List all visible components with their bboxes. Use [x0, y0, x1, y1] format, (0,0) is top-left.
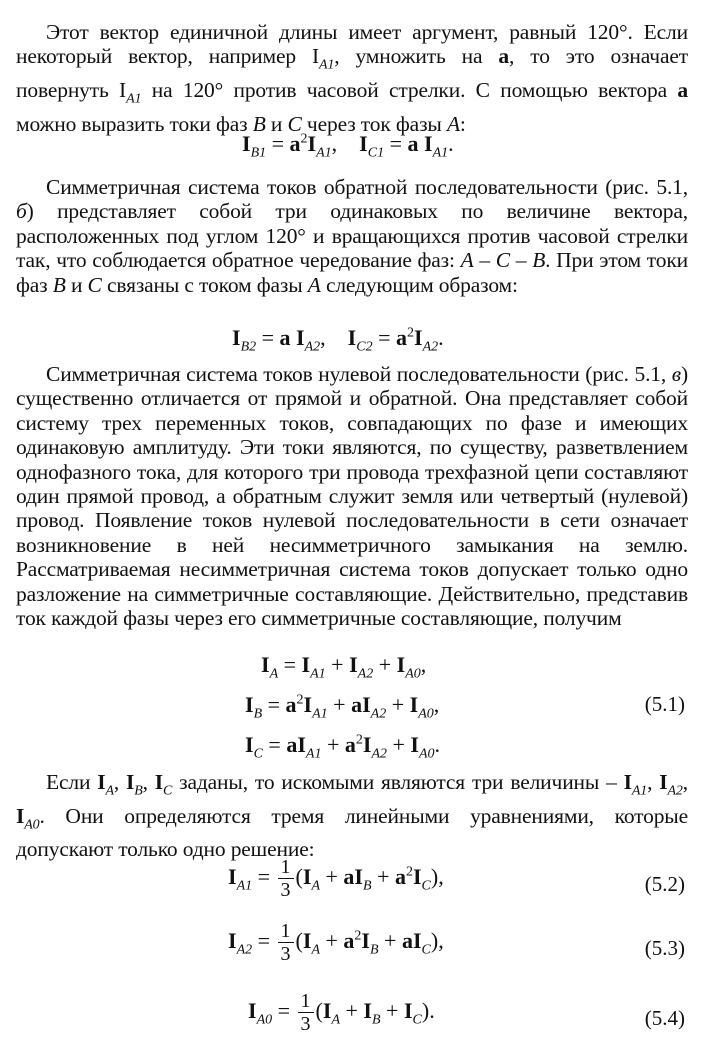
equation-5-4-rhs: $(I_A + I_B + I_C)$. — [315, 997, 435, 1027]
equation-5-1-line-b: $I_B = a^2I_{A1} + aI_{A2} + I_{A0}$, — [245, 692, 440, 722]
fraction-numerator: 1 — [278, 920, 294, 943]
equation-5-1-line-a: $I_A = I_{A1} + I_{A2} + I_{A0}$, — [261, 652, 427, 682]
equation-number-5-3: (5.3) — [644, 936, 685, 960]
equation-number-5-1: (5.1) — [644, 692, 685, 716]
equation-positive-sequence: $I_{B1} = a^2I_{A1}$, $I_{C1} = a$ $I_{A1}$. — [242, 131, 454, 161]
equation-number-5-4: (5.4) — [644, 1006, 685, 1030]
equation-number-5-2: (5.2) — [644, 872, 685, 896]
equation-5-3-rhs: $(I_A + a^2I_B + aI_C)$, — [295, 927, 444, 957]
equation-5-4 — [248, 990, 435, 1035]
equation-negative-sequence: $I_{B2} = a$ $I_{A2}$, $I_{C2} = a^2I_{A2}$. — [232, 325, 444, 355]
fraction-denominator: 3 — [280, 943, 291, 965]
equation-5-2 — [228, 856, 444, 901]
equation-5-2-rhs: $(I_A + aI_B + a^2I_C)$, — [295, 863, 444, 893]
fraction-denominator: 3 — [300, 1013, 311, 1035]
paragraph-solution-intro: Если $I_A$, $I_B$, $I_C$ заданы, то искомыми являются три величины – $I_{A1}$, $I_{A2}$, $I_{A0}$. Они определяются тремя линейными уравнениями, которые допускают только одно решение: — [16, 770, 689, 862]
fraction-numerator: 1 — [278, 856, 294, 879]
equation-5-1-line-c: $I_C = aI_{A1} + a^2I_{A2} + I_{A0}$. — [245, 732, 441, 762]
fraction-denominator: 3 — [280, 879, 291, 901]
fraction-one-third — [278, 920, 294, 965]
fraction-one-third — [278, 856, 294, 901]
paragraph-negative-sequence: Симметричная система токов обратной последовательности (рис. 5.1, б) представляет собой три одинаковых по величине вектора, расположенных под углом 120° и вращающихся против часовой стрелки так, что соблюдается обратное чередование фаз: A – C – B. При этом токи фаз B и C связаны с током фазы A следующим образом: — [16, 175, 688, 297]
paragraph-vector-rotation: Этот вектор единичной длины имеет аргумент, равный 120°. Если некоторый вектор, например $I_{A1}$, умножить на a, то это означает повернуть $I_{A1}$ на 120° против часовой стрелки. С помощью вектора a можно выразить токи фаз B и C через ток фазы A: — [16, 20, 688, 136]
paragraph-zero-sequence: Симметричная система токов нулевой последовательности (рис. 5.1, в) существенно отличается от прямой и обратной. Она представляет собой систему трех переменных токов, совпадающих по фазе и имеющих одинаковую амплитуду. Эти токи являются, по существу, разветвлением однофазного тока, для которого три провода трехфазной цепи составляют один прямой провод, а обратным служит земля или четвертый (нулевой) провод. Появление токов нулевой последовательности в сети означает возникновение в ней несимметричного замыкания на землю. Рассматриваемая несимметричная система токов допускает только одно разложение на симметричные составляющие. Действительно, представив ток каждой фазы через его симметричные составляющие, получим — [16, 362, 688, 631]
equation-5-3-lhs: $I_{A2}$ = — [228, 927, 276, 957]
fraction-one-third — [298, 990, 314, 1035]
fraction-numerator: 1 — [298, 990, 314, 1013]
equation-5-3 — [228, 920, 444, 965]
equation-5-2-lhs: $I_{A1}$ = — [228, 863, 276, 893]
equation-5-4-lhs: $I_{A0}$ = — [248, 997, 296, 1027]
